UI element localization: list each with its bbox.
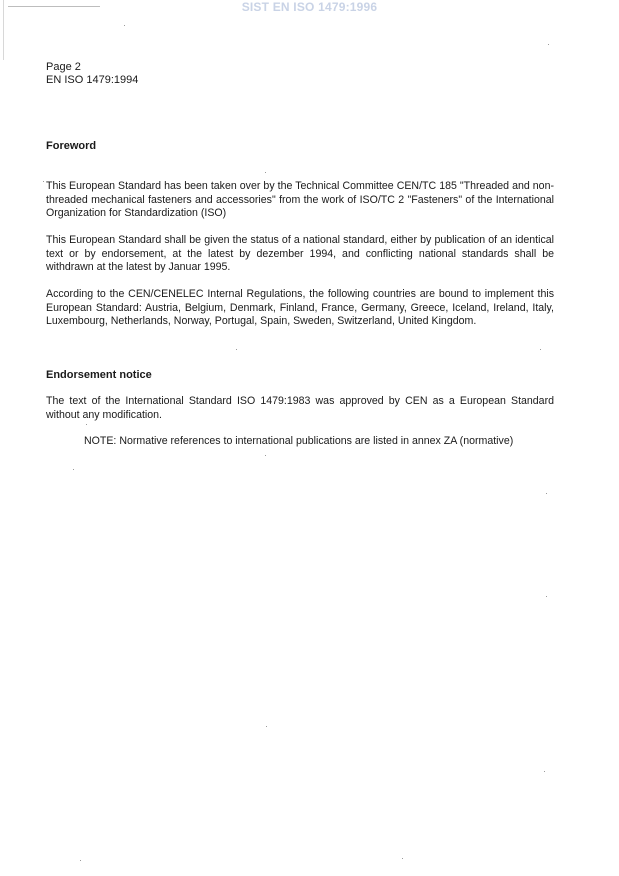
- scan-speck: [73, 469, 74, 470]
- scan-speck: [402, 858, 403, 859]
- foreword-paragraph-3: According to the CEN/CENELEC Internal Regulations, the following countries are bound to implement this European Standard: Austria, Belgium, Denmark, Finland, France, Germany, Greece, Iceland, Ireland, Italy, Luxembourg, Netherlands, Norway, Portugal, Spain, Sweden, Switzerland, United Kingdom.: [46, 288, 554, 328]
- scan-speck: [546, 596, 547, 597]
- scan-speck: [236, 349, 237, 350]
- page-number: Page 2: [46, 61, 81, 73]
- endorsement-heading: Endorsement notice: [46, 369, 152, 381]
- scan-speck: [548, 44, 549, 45]
- document-id: EN ISO 1479:1994: [46, 74, 139, 86]
- scan-speck: [540, 349, 541, 350]
- watermark: SIST EN ISO 1479:1996: [241, 0, 378, 14]
- scan-speck: [265, 172, 266, 173]
- normative-note: NOTE: Normative references to international publications are listed in annex ZA (normative): [84, 435, 514, 447]
- endorsement-paragraph: The text of the International Standard ISO 1479:1983 was approved by CEN as a European Standard without any modification.: [46, 395, 554, 421]
- scan-speck: [265, 455, 266, 456]
- foreword-paragraph-2: This European Standard shall be given the status of a national standard, either by publication of an identical text or by endorsement, at the latest by dezember 1994, and conflicting national standards shall be withdrawn at the latest by Januar 1995.: [46, 234, 554, 274]
- foreword-heading: Foreword: [46, 140, 97, 152]
- scan-speck: [266, 726, 267, 727]
- scan-speck: [124, 25, 125, 26]
- scan-speck: [80, 860, 81, 861]
- scan-speck: [86, 424, 87, 425]
- page-header: [46, 61, 138, 87]
- scan-speck: [544, 771, 545, 772]
- foreword-paragraph-1: This European Standard has been taken over by the Technical Committee CEN/TC 185 "Threaded and non-threaded mechanical fasteners and accessories" from the work of ISO/TC 2 "Fasteners" of the International Organization for Standardization (ISO): [46, 180, 554, 220]
- scan-speck: [43, 181, 44, 182]
- scan-speck: [546, 493, 547, 494]
